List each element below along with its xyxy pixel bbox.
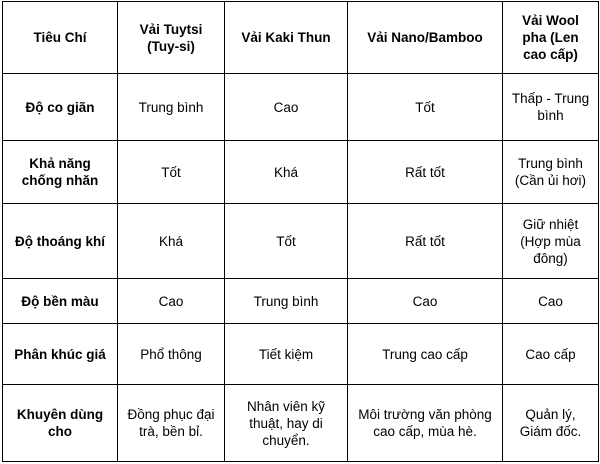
table-row xyxy=(3,141,599,204)
table-cell: Khá xyxy=(118,204,225,279)
row-label: Độ co giãn xyxy=(3,74,118,141)
table-cell: Cao xyxy=(225,74,348,141)
header-tuytsi: Vải Tuytsi (Tuy-si) xyxy=(118,2,225,74)
header-wool: Vải Wool pha (Len cao cấp) xyxy=(503,2,599,74)
header-kaki-thun: Vải Kaki Thun xyxy=(225,2,348,74)
table-cell: Tốt xyxy=(225,204,348,279)
table-cell: Môi trường văn phòng cao cấp, mùa hè. xyxy=(348,385,503,462)
table-cell: Đồng phục đại trà, bền bỉ. xyxy=(118,385,225,462)
table-cell: Rất tốt xyxy=(348,204,503,279)
header-criterion: Tiêu Chí xyxy=(3,2,118,74)
table-cell: Giữ nhiệt (Hợp mùa đông) xyxy=(503,204,599,279)
row-label: Độ thoáng khí xyxy=(3,204,118,279)
table-cell: Cao cấp xyxy=(503,324,599,385)
table-cell: Trung cao cấp xyxy=(348,324,503,385)
table-header-row xyxy=(3,2,599,74)
table-cell: Cao xyxy=(348,279,503,324)
table-cell: Tốt xyxy=(118,141,225,204)
table-cell: Phổ thông xyxy=(118,324,225,385)
table-cell: Rất tốt xyxy=(348,141,503,204)
table-cell: Trung bình (Cần ủi hơi) xyxy=(503,141,599,204)
table-cell: Tiết kiệm xyxy=(225,324,348,385)
header-nano-bamboo: Vải Nano/Bamboo xyxy=(348,2,503,74)
fabric-comparison-table xyxy=(2,1,599,462)
table-cell: Trung bình xyxy=(118,74,225,141)
table-row xyxy=(3,204,599,279)
row-label: Khuyên dùng cho xyxy=(3,385,118,462)
table-row xyxy=(3,385,599,462)
table-row xyxy=(3,74,599,141)
table-cell: Cao xyxy=(503,279,599,324)
table-row xyxy=(3,324,599,385)
table-cell: Khá xyxy=(225,141,348,204)
table-cell: Quản lý, Giám đốc. xyxy=(503,385,599,462)
table-cell: Tốt xyxy=(348,74,503,141)
table-cell: Nhân viên kỹ thuật, hay di chuyển. xyxy=(225,385,348,462)
row-label: Khả năng chống nhăn xyxy=(3,141,118,204)
table-cell: Thấp - Trung bình xyxy=(503,74,599,141)
table-cell: Trung bình xyxy=(225,279,348,324)
row-label: Phân khúc giá xyxy=(3,324,118,385)
table-cell: Cao xyxy=(118,279,225,324)
row-label: Độ bền màu xyxy=(3,279,118,324)
table-row xyxy=(3,279,599,324)
